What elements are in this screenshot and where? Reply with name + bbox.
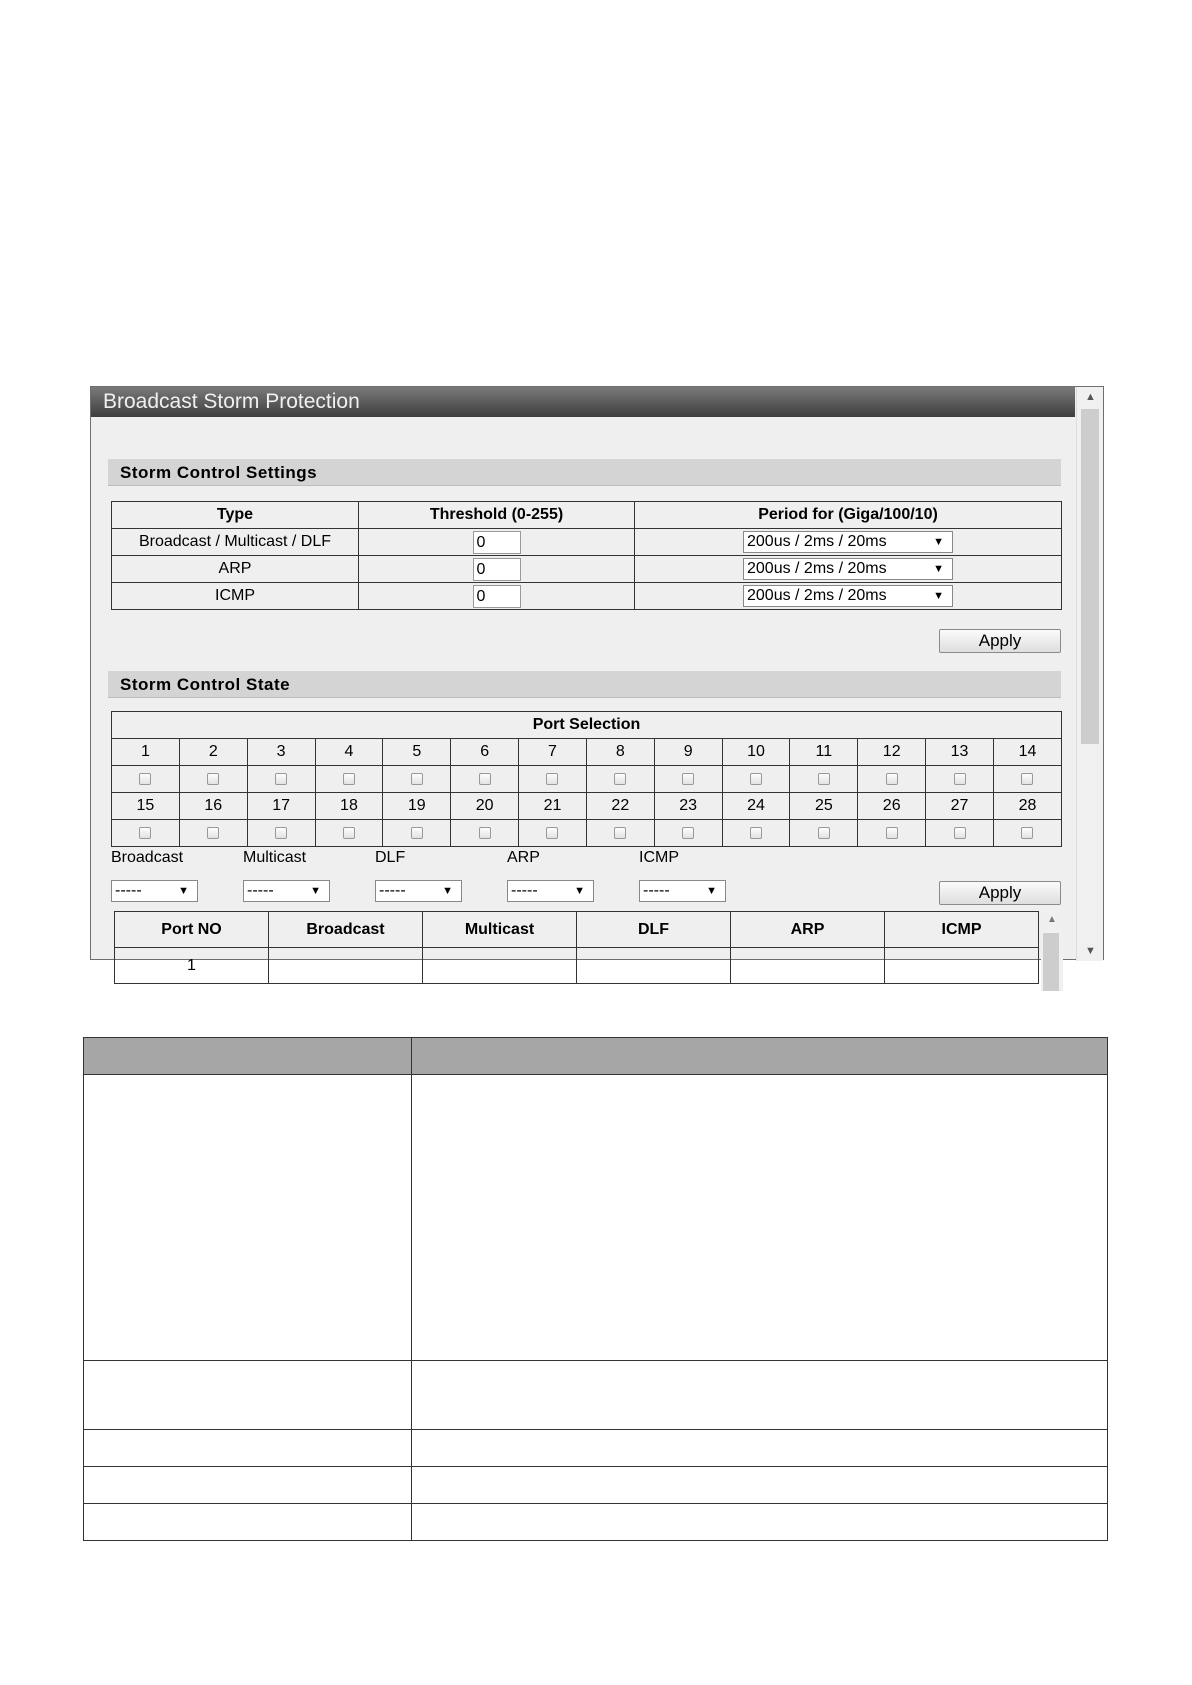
port-checkbox[interactable] — [546, 773, 558, 785]
port-checkbox[interactable] — [275, 773, 287, 785]
port-checkbox[interactable] — [343, 827, 355, 839]
port-checkbox[interactable] — [479, 827, 491, 839]
type-cell: ARP — [112, 556, 359, 583]
port-state-header-cell: DLF — [577, 912, 731, 948]
dropdown-caret-icon: ▼ — [933, 590, 944, 602]
period-cell — [635, 529, 1062, 556]
threshold-input[interactable]: 0 — [473, 585, 521, 608]
port-no-cell: 1 — [115, 948, 269, 984]
port-checkbox-cell — [519, 766, 587, 793]
filter-select[interactable] — [639, 880, 726, 902]
port-number-cell: 24 — [722, 793, 790, 820]
filter-select-value: ----- — [643, 882, 670, 899]
table-row — [84, 1430, 1108, 1467]
filter-select[interactable] — [375, 880, 462, 902]
port-number-cell: 16 — [179, 793, 247, 820]
type-cell: Broadcast / Multicast / DLF — [112, 529, 359, 556]
port-checkbox[interactable] — [343, 773, 355, 785]
table-row — [112, 529, 1062, 556]
port-checkbox-cell — [112, 820, 180, 847]
state-section-title: Storm Control State — [108, 671, 1061, 698]
period-header: Period for (Giga/100/10) — [635, 502, 1062, 529]
port-number-row — [112, 739, 1062, 766]
scrollbar-thumb[interactable] — [1081, 409, 1099, 744]
port-checkbox[interactable] — [750, 827, 762, 839]
threshold-cell — [359, 556, 635, 583]
port-checkbox-cell — [451, 766, 519, 793]
port-number-cell: 11 — [790, 739, 858, 766]
period-select-value: 200us / 2ms / 20ms — [747, 560, 887, 577]
port-number-cell: 18 — [315, 793, 383, 820]
port-checkbox-cell — [315, 820, 383, 847]
table-row — [84, 1504, 1108, 1541]
port-checkbox-cell — [179, 820, 247, 847]
port-number-cell: 10 — [722, 739, 790, 766]
port-state-header-cell: Multicast — [423, 912, 577, 948]
filter-select-value: ----- — [379, 882, 406, 899]
port-state-header-cell: Port NO — [115, 912, 269, 948]
port-checkbox[interactable] — [546, 827, 558, 839]
port-checkbox[interactable] — [614, 827, 626, 839]
port-number-cell: 1 — [112, 739, 180, 766]
table-row — [115, 948, 1039, 984]
description-header-cell — [84, 1038, 412, 1075]
dropdown-caret-icon: ▼ — [442, 885, 453, 897]
window-scrollbar[interactable] — [1076, 387, 1103, 961]
port-checkbox-cell — [383, 766, 451, 793]
port-number-cell: 21 — [519, 793, 587, 820]
port-checkbox-cell — [383, 820, 451, 847]
period-select[interactable] — [743, 585, 953, 607]
port-checkbox[interactable] — [886, 827, 898, 839]
port-checkbox[interactable] — [954, 773, 966, 785]
port-number-cell: 9 — [654, 739, 722, 766]
port-checkbox-cell — [112, 766, 180, 793]
port-state-table — [114, 911, 1039, 984]
table-row — [84, 1361, 1108, 1430]
port-checkbox[interactable] — [275, 827, 287, 839]
port-number-cell: 4 — [315, 739, 383, 766]
filter-label: ICMP — [639, 849, 679, 866]
port-checkbox-cell — [179, 766, 247, 793]
port-checkbox-cell — [586, 766, 654, 793]
dropdown-caret-icon: ▼ — [933, 536, 944, 548]
description-header-row — [84, 1038, 1108, 1075]
dropdown-caret-icon: ▼ — [178, 885, 189, 897]
port-number-cell: 3 — [247, 739, 315, 766]
port-number-row — [112, 793, 1062, 820]
filter-select[interactable] — [243, 880, 330, 902]
port-checkbox-row — [112, 820, 1062, 847]
port-checkbox[interactable] — [682, 827, 694, 839]
filter-label: ARP — [507, 849, 540, 866]
port-checkbox-cell — [790, 766, 858, 793]
table-row — [112, 556, 1062, 583]
description-cell — [84, 1361, 412, 1430]
port-number-cell: 26 — [858, 793, 926, 820]
port-state-header-cell: ARP — [731, 912, 885, 948]
dlf-cell — [577, 948, 731, 984]
port-state-scrollbar[interactable] — [1041, 911, 1063, 991]
port-checkbox[interactable] — [1021, 827, 1033, 839]
filter-label: Multicast — [243, 849, 307, 866]
port-checkbox[interactable] — [479, 773, 491, 785]
port-checkbox-cell — [519, 820, 587, 847]
settings-apply-button[interactable]: Apply — [939, 629, 1061, 653]
description-cell — [412, 1361, 1108, 1430]
port-checkbox-cell — [654, 820, 722, 847]
port-checkbox-cell — [451, 820, 519, 847]
filter-label: DLF — [375, 849, 406, 866]
port-number-cell: 8 — [586, 739, 654, 766]
threshold-input[interactable]: 0 — [473, 531, 521, 554]
period-select[interactable] — [743, 558, 953, 580]
port-number-cell: 13 — [926, 739, 994, 766]
description-cell — [84, 1467, 412, 1504]
state-apply-button[interactable]: Apply — [939, 881, 1061, 905]
description-cell — [412, 1504, 1108, 1541]
description-cell — [412, 1075, 1108, 1361]
port-checkbox-cell — [926, 820, 994, 847]
broadcast-cell — [269, 948, 423, 984]
port-checkbox[interactable] — [411, 773, 423, 785]
port-checkbox[interactable] — [818, 827, 830, 839]
port-number-cell: 22 — [586, 793, 654, 820]
threshold-cell — [359, 529, 635, 556]
port-checkbox-cell — [654, 766, 722, 793]
arp-cell — [731, 948, 885, 984]
scrollbar-thumb[interactable] — [1043, 933, 1059, 991]
port-state-header-row — [115, 912, 1039, 948]
port-state-header-cell: ICMP — [885, 912, 1039, 948]
period-cell — [635, 583, 1062, 610]
port-number-cell: 28 — [993, 793, 1061, 820]
port-checkbox-cell — [926, 766, 994, 793]
settings-section-title: Storm Control Settings — [108, 459, 1061, 486]
port-selection-title: Port Selection — [112, 712, 1062, 739]
port-checkbox[interactable] — [750, 773, 762, 785]
port-number-cell: 27 — [926, 793, 994, 820]
type-cell: ICMP — [112, 583, 359, 610]
filter-select-value: ----- — [247, 882, 274, 899]
filter-label: Broadcast — [111, 849, 184, 866]
port-checkbox[interactable] — [818, 773, 830, 785]
port-number-cell: 14 — [993, 739, 1061, 766]
scroll-up-arrow-icon[interactable]: ▲ — [1085, 391, 1096, 403]
table-row — [112, 583, 1062, 610]
port-checkbox-cell — [993, 766, 1061, 793]
filter-select[interactable] — [507, 880, 594, 902]
port-checkbox-row — [112, 766, 1062, 793]
window-title: Broadcast Storm Protection — [91, 387, 1075, 417]
port-number-cell: 23 — [654, 793, 722, 820]
port-checkbox-cell — [722, 766, 790, 793]
threshold-header: Threshold (0-255) — [359, 502, 635, 529]
port-checkbox-cell — [790, 820, 858, 847]
table-row — [84, 1467, 1108, 1504]
period-cell — [635, 556, 1062, 583]
port-checkbox-cell — [858, 820, 926, 847]
port-number-cell: 12 — [858, 739, 926, 766]
dropdown-caret-icon: ▼ — [933, 563, 944, 575]
port-number-cell: 19 — [383, 793, 451, 820]
port-number-cell: 6 — [451, 739, 519, 766]
description-cell — [84, 1430, 412, 1467]
icmp-cell — [885, 948, 1039, 984]
port-checkbox-cell — [722, 820, 790, 847]
filter-select-value: ----- — [115, 882, 142, 899]
scroll-up-arrow-icon[interactable]: ▲ — [1047, 914, 1057, 925]
description-cell — [412, 1467, 1108, 1504]
threshold-cell — [359, 583, 635, 610]
period-select[interactable] — [743, 531, 953, 553]
filter-select-value: ----- — [511, 882, 538, 899]
description-cell — [412, 1430, 1108, 1467]
period-select-value: 200us / 2ms / 20ms — [747, 587, 887, 604]
port-checkbox-cell — [247, 766, 315, 793]
description-cell — [84, 1075, 412, 1361]
filter-select[interactable] — [111, 880, 198, 902]
port-checkbox[interactable] — [1021, 773, 1033, 785]
port-number-cell: 17 — [247, 793, 315, 820]
port-checkbox[interactable] — [207, 773, 219, 785]
dropdown-caret-icon: ▼ — [574, 885, 585, 897]
port-checkbox-cell — [858, 766, 926, 793]
description-cell — [84, 1504, 412, 1541]
port-checkbox[interactable] — [139, 827, 151, 839]
port-checkbox[interactable] — [411, 827, 423, 839]
port-checkbox[interactable] — [207, 827, 219, 839]
port-state-header-cell: Broadcast — [269, 912, 423, 948]
port-checkbox[interactable] — [139, 773, 151, 785]
description-header-cell — [412, 1038, 1108, 1075]
port-checkbox-cell — [586, 820, 654, 847]
table-row — [84, 1075, 1108, 1361]
port-checkbox[interactable] — [682, 773, 694, 785]
storm-protection-window — [90, 386, 1104, 974]
threshold-input[interactable]: 0 — [473, 558, 521, 581]
scroll-down-arrow-icon[interactable]: ▼ — [1085, 945, 1096, 957]
port-number-cell: 15 — [112, 793, 180, 820]
port-checkbox-cell — [247, 820, 315, 847]
port-selection-table — [111, 711, 1062, 847]
port-checkbox[interactable] — [954, 827, 966, 839]
dropdown-caret-icon: ▼ — [706, 885, 717, 897]
dropdown-caret-icon: ▼ — [310, 885, 321, 897]
description-table — [83, 1037, 1108, 1541]
port-checkbox-cell — [315, 766, 383, 793]
settings-table — [111, 501, 1062, 610]
port-checkbox[interactable] — [886, 773, 898, 785]
port-number-cell: 7 — [519, 739, 587, 766]
port-number-cell: 2 — [179, 739, 247, 766]
multicast-cell — [423, 948, 577, 984]
type-header: Type — [112, 502, 359, 529]
port-number-cell: 5 — [383, 739, 451, 766]
port-number-cell: 25 — [790, 793, 858, 820]
port-number-cell: 20 — [451, 793, 519, 820]
port-checkbox[interactable] — [614, 773, 626, 785]
period-select-value: 200us / 2ms / 20ms — [747, 533, 887, 550]
port-checkbox-cell — [993, 820, 1061, 847]
